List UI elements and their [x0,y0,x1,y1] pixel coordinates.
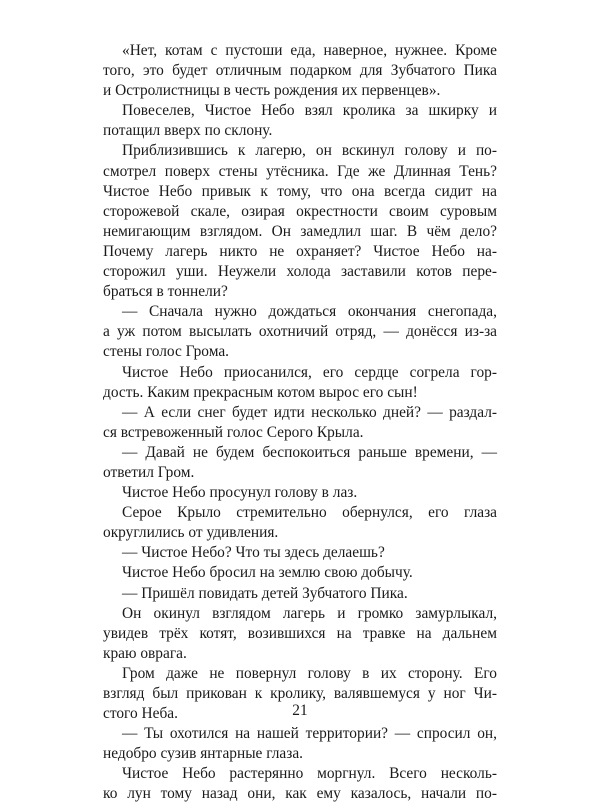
paragraph [103,403,497,443]
text-line: ко лун тому назад они, как ему казалось, начали по- [103,785,497,803]
text-line: браться в тоннели? [103,283,228,301]
paragraph [103,604,497,664]
text-line: округлились от удивления. [103,524,279,542]
body-text [103,41,497,805]
text-line: — Ты охотился на нашей территории? — спросил он, [122,725,497,743]
paragraph [103,141,497,302]
text-line: стены голос Грома. [103,343,230,361]
paragraph [103,584,497,604]
paragraph [103,563,497,583]
text-line: Почему лагерь никто не охраняет? Чистое Небо на- [103,242,497,260]
paragraph [103,503,497,543]
text-line: взгляд был прикован к кролику, валявшемуся у ног Чи- [103,685,497,702]
text-line: краю оврага. [103,644,187,662]
text-line: — А если снег будет идти несколько дней? — раздал- [122,403,497,421]
text-line: Гром даже не повернул голову в их сторону. Его [122,664,497,682]
text-line: — Чистое Небо? Что ты здесь делаешь? [122,544,385,562]
text-line: Чистое Небо бросил на землю свою добычу. [122,564,413,582]
text-line: дость. Каким прекрасным котом вырос его сын! [103,383,418,401]
text-line: — Сначала нужно дождаться окончания снегопада, [122,303,497,321]
text-line: того, это будет отличным подарком для Зубчатого Пика [103,62,497,80]
text-line: «Нет, котам с пустоши еда, наверное, нужнее. Кроме [122,42,497,59]
text-line: сторожил уши. Неужели холода заставили котов пере- [103,263,497,281]
text-line: — Пришёл повидать детей Зубчатого Пика. [122,584,408,602]
paragraph [103,41,497,101]
text-line: ответил Гром. [103,463,195,481]
text-line: увидев трёх котят, возившихся на травке на дальнем [103,624,497,642]
paragraph [103,101,497,141]
text-line: Чистое Небо просунул голову в лаз. [122,484,358,502]
text-line: Чистое Небо растерянно моргнул. Всего несколь- [122,765,497,783]
text-line: потащил вверх по склону. [103,122,273,140]
text-line: ся встревоженный голос Серого Крыла. [103,423,364,441]
text-line: стого Неба. [103,705,178,723]
text-line: Приблизившись к лагерю, он вскинул голову и по- [122,142,497,160]
text-line: смотрел поверх стены утёсника. Где же Длинная Тень? [103,162,497,180]
text-line: — Давай не будем беспокоиться раньше времени, — [122,443,497,461]
paragraph [103,363,497,403]
text-line: Чистое Небо привык к тому, что она всегда сидит на [103,182,497,200]
text-line: немигающим взглядом. Он замедлил шаг. В чём дело? [103,222,497,240]
paragraph [103,443,497,483]
text-line: и Остролистницы в честь рождения их первенцев». [103,82,441,100]
text-line: сторожевой скале, озирая окрестности своим суровым [103,202,497,220]
paragraph [103,543,497,563]
text-line: недобро сузив янтарные глаза. [103,745,304,763]
paragraph [103,302,497,362]
paragraph [103,764,497,804]
page-number: 21 [292,702,308,719]
paragraph [103,724,497,764]
text-line: Серое Крыло стремительно обернулся, его глаза [122,504,497,522]
text-line: Чистое Небо приосанился, его сердце согрела гор- [122,363,497,381]
paragraph [103,483,497,503]
text-line: Он окинул взглядом лагерь и громко замурлыкал, [122,604,497,622]
text-line: а уж потом высылать охотничий отряд, — донёсся из-за [103,323,497,341]
text-line: Повеселев, Чистое Небо взял кролика за шкирку и [122,102,497,120]
